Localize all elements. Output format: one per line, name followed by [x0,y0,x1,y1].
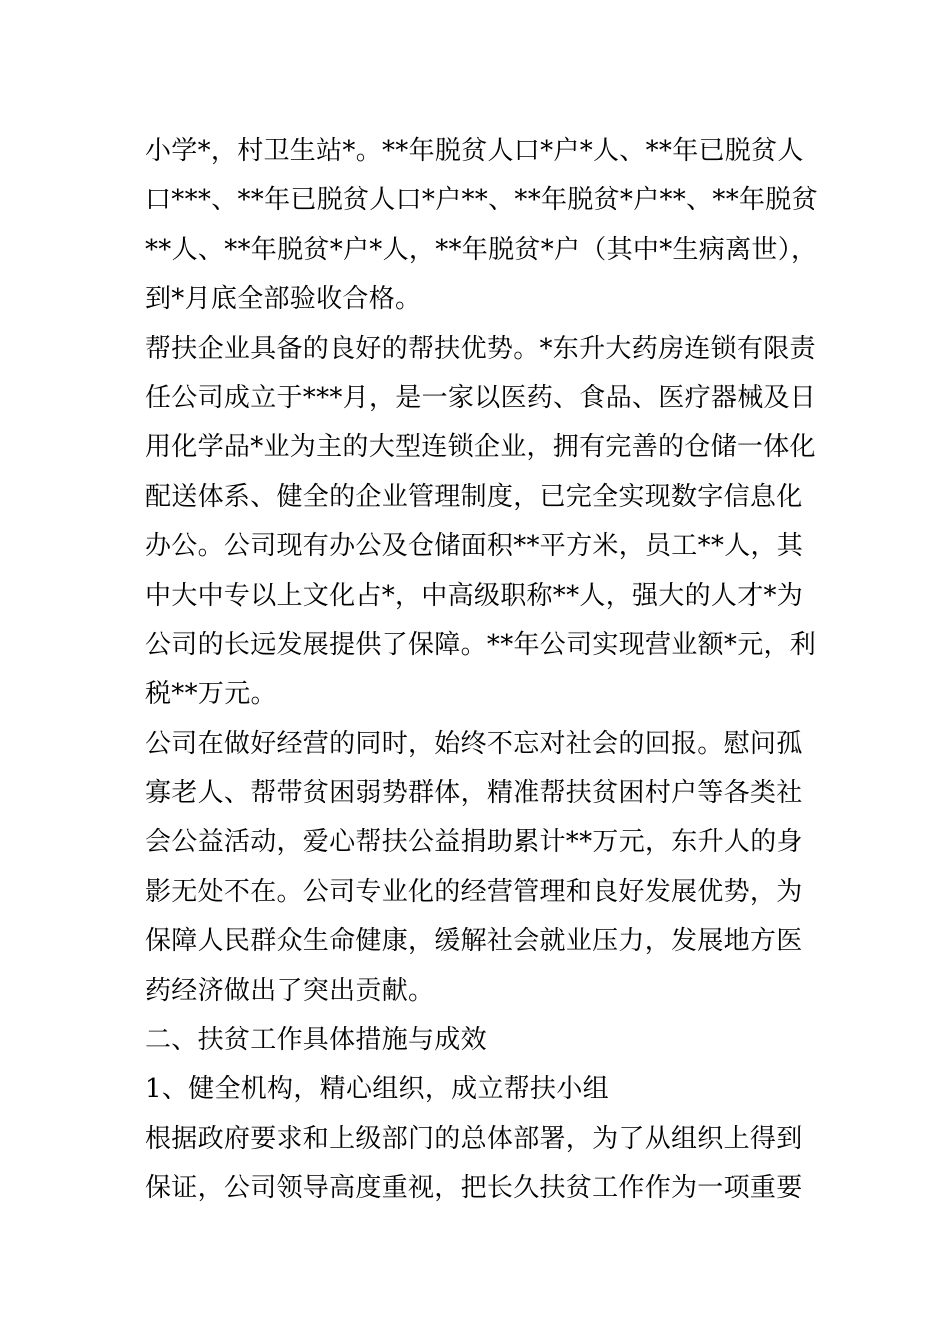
text-line: 保证，公司领导高度重视，把长久扶贫工作作为一项重要 [145,1173,803,1204]
text-line: 中大中专以上文化占*，中高级职称**人，强大的人才*为 [145,580,804,611]
text-line: 到*月底全部验收合格。 [145,284,422,315]
text-line: 公司的长远发展提供了保障。**年公司实现营业额*元，利 [145,629,817,660]
text-line: 保障人民群众生命健康，缓解社会就业压力，发展地方医 [145,926,803,957]
text-line: 寡老人、帮带贫困弱势群体，精准帮扶贫困村户等各类社 [145,778,803,809]
subsection-heading: 1、健全机构，精心组织，成立帮扶小组 [145,1074,609,1105]
text-line: 帮扶企业具备的良好的帮扶优势。*东升大药房连锁有限责 [145,333,816,364]
text-line: 税**万元。 [145,679,277,710]
text-line: 药经济做出了突出贡献。 [145,975,435,1006]
text-line: 影无处不在。公司专业化的经营管理和良好发展优势，为 [145,876,803,907]
text-line: 公司在做好经营的同时，始终不忘对社会的回报。慰问孤 [145,728,803,759]
text-line: 小学*，村卫生站*。**年脱贫人口*户*人、**年已脱贫人 [145,136,804,166]
text-line: 配送体系、健全的企业管理制度，已完全实现数字信息化 [145,481,803,512]
text-line: **人、**年脱贫*户*人，**年脱贫*户（其中*生病离世）， [145,234,818,265]
text-line: 会公益活动，爱心帮扶公益捐助累计**万元，东升人的身 [145,827,803,858]
text-line: 口***、**年已脱贫人口*户**、**年脱贫*户**、**年脱贫 [145,185,818,216]
section-heading: 二、扶贫工作具体措施与成效 [145,1025,487,1056]
document-body [145,127,825,1214]
text-line: 用化学品*业为主的大型连锁企业，拥有完善的仓储一体化 [145,432,816,463]
text-line: 根据政府要求和上级部门的总体部署，为了从组织上得到 [145,1123,803,1154]
text-line: 任公司成立于***月，是一家以医药、食品、医疗器械及日 [145,382,817,413]
text-line: 办公。公司现有办公及仓储面积**平方米，员工**人，其 [145,531,804,562]
